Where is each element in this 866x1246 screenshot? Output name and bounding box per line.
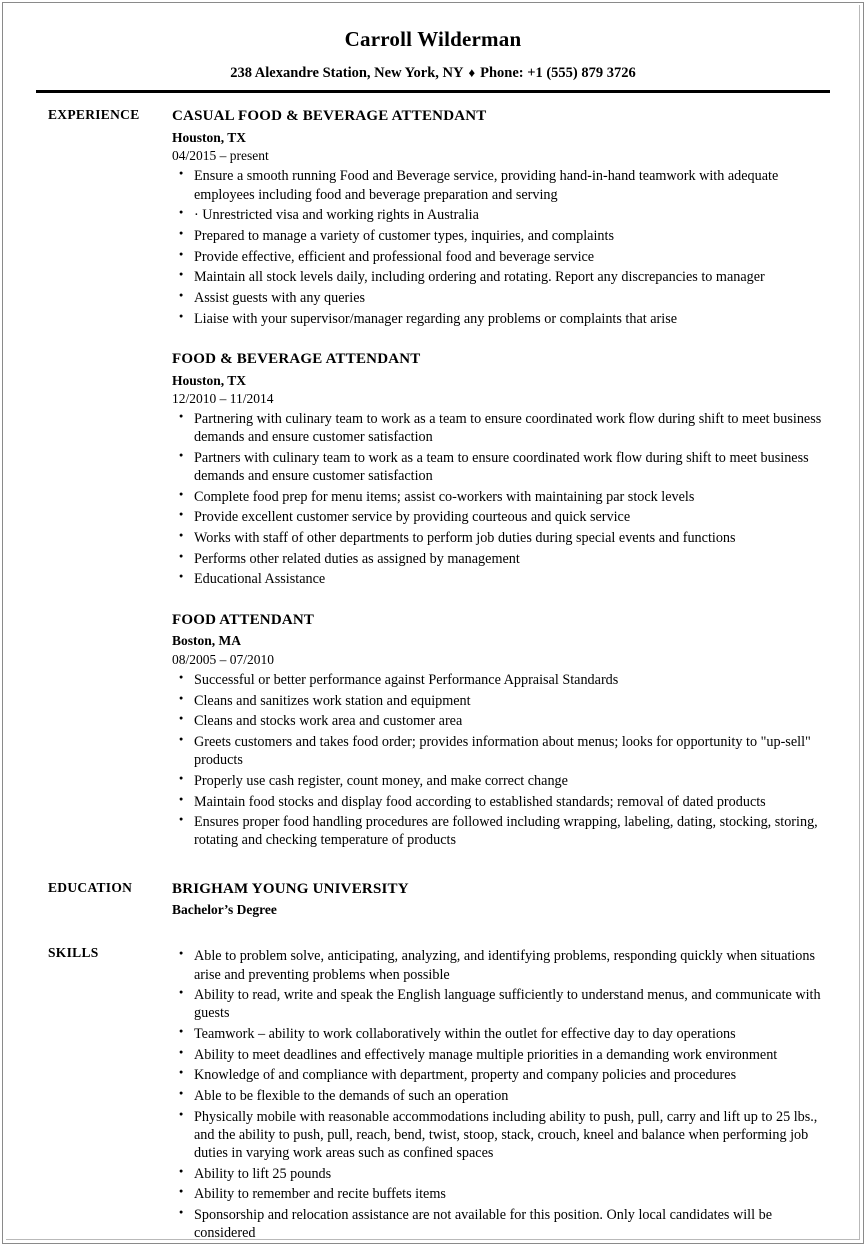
job-title: FOOD & BEVERAGE ATTENDANT [172,350,421,367]
job-bullet: ● Properly use cash register, count money, and make correct change [172,772,830,790]
section-skills [36,945,830,1243]
section-experience [36,107,830,850]
job-title: CASUAL FOOD & BEVERAGE ATTENDANT [172,108,487,125]
job-location: Boston, MA [172,633,242,649]
contact-address: 238 Alexandre Station, New York, NY [230,65,464,82]
job-bullet: ● · Unrestricted visa and working rights in Australia [172,206,830,224]
skill-bullet: ● Able to be flexible to the demands of such an operation [172,1087,830,1105]
job-bullet: ● Complete food prep for menu items; assist co-workers with maintaining par stock levels [172,488,830,506]
job-dates: 04/2015 – present [172,148,269,164]
job-location: Houston, TX [172,129,247,145]
experience-entries [172,107,830,850]
candidate-name: Carroll Wilderman [344,27,522,51]
skill-bullet: ● Ability to meet deadlines and effectively manage multiple priorities in a demanding work environment [172,1046,830,1064]
diamond-separator-icon: ♦ [468,65,476,81]
section-label-education: EDUCATION [48,879,133,895]
job-bullet: ● Provide effective, efficient and professional food and beverage service [172,248,830,266]
job-bullet: ● Liaise with your supervisor/manager regarding any problems or complaints that arise [172,310,830,328]
skill-bullet: ● Physically mobile with reasonable accommodations including ability to push, pull, carry and lift up to 25 lbs., and the ability to push, pull, reach, bend, twist, stoop, stack, crouch, kneel and balance when performing job duties in varying work areas such as confined spaces [172,1108,830,1163]
skill-bullet: ● Ability to remember and recite buffets items [172,1185,830,1203]
section-education [36,880,830,919]
skill-bullet: ● Ability to lift 25 pounds [172,1165,830,1183]
header-divider [36,90,830,93]
job-bullet: ● Works with staff of other departments to perform job duties during special events and functions [172,529,830,547]
job-bullet: ● Cleans and sanitizes work station and equipment [172,692,830,710]
section-spacer [36,850,830,880]
job-bullet: ● Assist guests with any queries [172,289,830,307]
job-title: FOOD ATTENDANT [172,611,315,628]
job-bullet-list [172,410,830,589]
entry-spacer [172,328,830,350]
job-bullet: ● Greets customers and takes food order; provides information about menus; looks for opportunity to "up-sell" products [172,733,830,769]
school-name: BRIGHAM YOUNG UNIVERSITY [172,880,409,897]
job-bullet: ● Educational Assistance [172,570,830,588]
job-dates: 08/2005 – 07/2010 [172,651,275,667]
job-bullet: ● Partners with culinary team to work as a team to ensure coordinated work flow during shift to meet business demands and ensure customer satisfaction [172,449,830,485]
education-entries [172,880,830,919]
skill-bullet: ● Able to problem solve, anticipating, analyzing, and identifying problems, responding quickly when situations arise and preventing problems when possible [172,947,830,983]
skill-bullet: ● Sponsorship and relocation assistance are not available for this position. Only local candidates will be considered [172,1206,830,1242]
skill-bullet: ● Knowledge of and compliance with department, property and company policies and procedures [172,1066,830,1084]
job-bullet: ● Ensures proper food handling procedures are followed including wrapping, labeling, dating, stocking, storing, rotating and checking temperature of products [172,813,830,849]
job-dates: 12/2010 – 11/2014 [172,391,274,407]
job-bullet: ● Successful or better performance against Performance Appraisal Standards [172,671,830,689]
contact-line [36,66,830,82]
skills-bullet-list [172,947,830,1242]
section-label-experience: EXPERIENCE [48,107,140,123]
resume-sheet [10,8,856,1242]
contact-phone: Phone: +1 (555) 879 3726 [480,65,636,82]
job-bullet: ● Cleans and stocks work area and customer area [172,712,830,730]
degree-name: Bachelor’s Degree [172,902,277,918]
job-bullet: ● Ensure a smooth running Food and Beverage service, providing hand-in-hand teamwork with adequate employees including food and beverage preparation and serving [172,167,830,203]
job-bullet: ● Prepared to manage a variety of customer types, inquiries, and complaints [172,227,830,245]
experience-entry [172,107,830,328]
job-bullet: ● Maintain food stocks and display food according to established standards; removal of dated products [172,793,830,811]
section-spacer [36,919,830,945]
job-bullet: ● Partnering with culinary team to work as a team to ensure coordinated work flow during shift to meet business demands and ensure customer satisfaction [172,410,830,446]
job-bullet: ● Maintain all stock levels daily, including ordering and rotating. Report any discrepancies to manager [172,268,830,286]
skills-entries [172,945,830,1243]
skill-bullet: ● Ability to read, write and speak the English language sufficiently to understand menus, and communicate with guests [172,986,830,1022]
education-entry [172,880,830,919]
job-bullet-list [172,167,830,327]
skill-bullet: ● Teamwork – ability to work collaboratively within the outlet for effective day to day operations [172,1025,830,1043]
job-location: Houston, TX [172,372,247,388]
entry-spacer [172,589,830,611]
experience-entry [172,350,830,589]
section-label-skills: SKILLS [48,944,99,960]
experience-entry [172,611,830,850]
job-bullet-list [172,671,830,850]
job-bullet: ● Performs other related duties as assigned by management [172,550,830,568]
job-bullet: ● Provide excellent customer service by providing courteous and quick service [172,508,830,526]
